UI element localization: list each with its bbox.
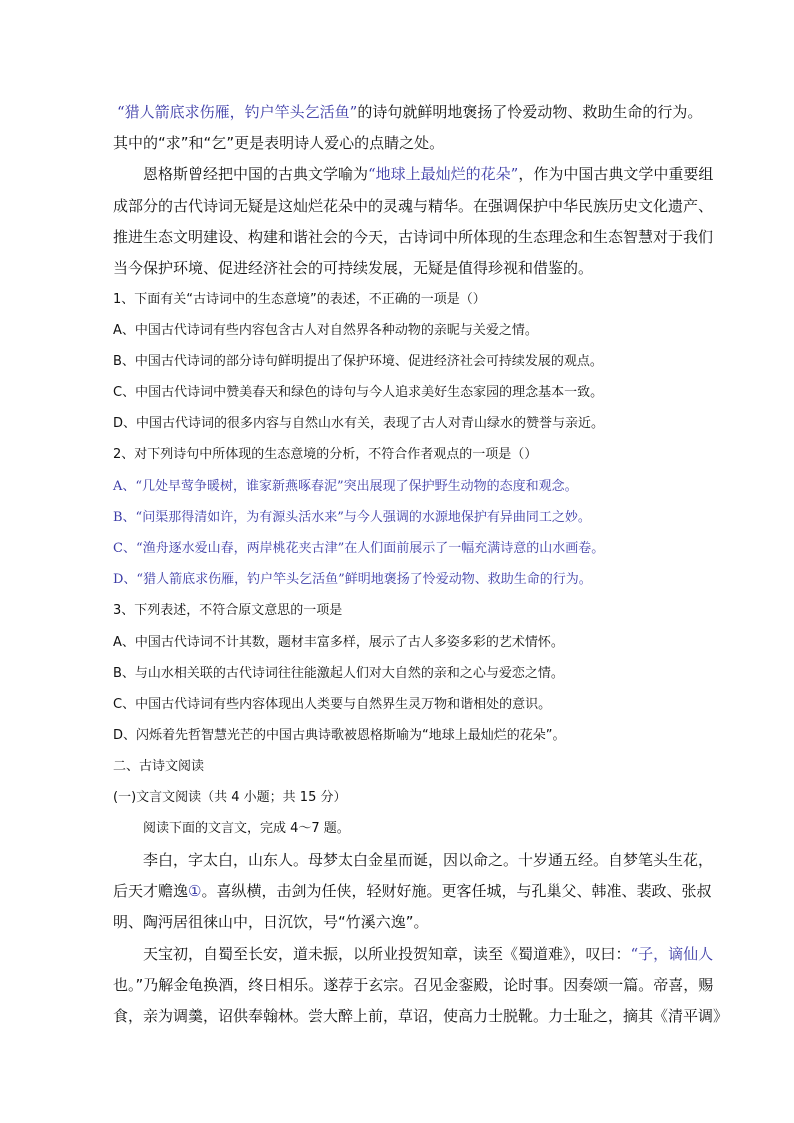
para2-line-4: 当今保护环境、促进经济社会的可持续发展，无疑是值得珍视和借鉴的。 bbox=[113, 259, 594, 277]
para2-line-1 bbox=[143, 167, 713, 182]
passage-line-4 bbox=[143, 947, 713, 962]
q3-option-c: C、中国古代诗词有些内容体现出人类要与自然界生灵万物和谐相处的意识。 bbox=[113, 697, 552, 712]
q2-option-c: C、“渔舟逐水爱山春，两岸桃花夹古津”在人们面前展示了一幅充满诗意的山水画卷。 bbox=[113, 541, 605, 556]
subsection-heading: (一)文言文阅读（共 4 小题；共 15 分） bbox=[113, 790, 347, 805]
q3-stem: 3、下列表述，不符合原文意思的一项是 bbox=[113, 603, 343, 618]
q3-option-b: B、与山水相关联的古代诗词往往能激起人们对大自然的亲和之心与爱恋之情。 bbox=[113, 666, 564, 681]
q3-option-a: A、中国古代诗词不计其数，题材丰富多样，展示了古人多姿多彩的艺术情怀。 bbox=[113, 635, 564, 650]
reading-instruction: 阅读下面的文言文，完成 4～7 题。 bbox=[143, 821, 350, 836]
para2-line-2: 成部分的古代诗词无疑是这灿烂花朵中的灵魂与精华。在强调保护中华民族历史文化遗产、 bbox=[113, 197, 714, 215]
text: 天宝初，自蜀至长安，道未振，以所业投贺知章，读至《蜀道难》，叹曰： bbox=[143, 945, 631, 963]
text: 的诗句就鲜明地褒扬了怜爱动物、救助生命的行为。 bbox=[357, 103, 703, 121]
passage-line-1: 李白，字太白，山东人。母梦太白金星而诞，因以命之。十岁通五经。自梦笔头生花， bbox=[143, 851, 714, 869]
q1-stem: 1、下面有关“古诗词中的生态意境”的表述，不正确的一项是（） bbox=[113, 292, 486, 307]
passage-line-5 bbox=[113, 978, 713, 993]
passage-line-3: 明、陶沔居徂徕山中，日沉饮，号“竹溪六逸”。 bbox=[113, 913, 429, 931]
text: 恩格斯曾经把中国的古典文学喻为 bbox=[143, 165, 369, 183]
section-heading: 二、古诗文阅读 bbox=[113, 759, 205, 774]
text: 乃解金龟换酒，终日相乐。遂荐于玄宗。召见金銮殿，论时事。因奏颂一篇。帝喜，赐 bbox=[143, 976, 714, 994]
q2-stem: 2、对下列诗句中所体现的生态意境的分析，不符合作者观点的一项是（） bbox=[113, 447, 538, 462]
text: 。喜纵横，击剑为任侠，轻财好施。更客任城，与孔巢父、韩准、裴政、张叔 bbox=[201, 882, 712, 900]
footnote-marker: ① bbox=[188, 882, 202, 900]
q1-option-b: B、中国古代诗词的部分诗句鲜明提出了保护环境、促进经济社会可持续发展的观点。 bbox=[113, 354, 603, 369]
intro-line-2: 其中的“求”和“乞”更是表明诗人爱心的点睛之处。 bbox=[113, 134, 445, 152]
text: ，作为中国古典文学中重要组 bbox=[518, 165, 714, 183]
q2-option-a: A、“几处早莺争暖树，谁家新燕啄春泥”突出展现了保护野生动物的态度和观念。 bbox=[113, 479, 578, 494]
quoted-phrase: “地球上最灿烂的花朵” bbox=[368, 165, 519, 183]
q1-option-a: A、中国古代诗词有些内容包含古人对自然界各种动物的亲昵与关爱之情。 bbox=[113, 323, 538, 338]
text: 后天才赡逸 bbox=[113, 882, 189, 900]
passage-line-6: 食，亲为调羹，诏供奉翰林。尝大醉上前，草诏，使高力士脱靴。力士耻之，摘其《清平调》 bbox=[113, 1007, 729, 1025]
quoted-speech-end: 也。” bbox=[113, 976, 144, 994]
quoted-poem: “猎人箭底求伤雁，钓户竿头乞活鱼” bbox=[117, 103, 358, 121]
q1-option-c: C、中国古代诗词中赞美春天和绿色的诗句与今人追求美好生态家园的理念基本一致。 bbox=[113, 385, 604, 400]
q1-option-d: D、中国古代诗词的很多内容与自然山水有关，表现了古人对青山绿水的赞誉与亲近。 bbox=[113, 416, 605, 431]
q3-option-d: D、闪烁着先哲智慧光芒的中国古典诗歌被恩格斯喻为“地球上最灿烂的花朵”。 bbox=[113, 728, 566, 743]
intro-line-1 bbox=[117, 105, 702, 120]
q2-option-d: D、“猎人箭底求伤雁，钓户竿头乞活鱼”鲜明地褒扬了怜爱动物、救助生命的行为。 bbox=[113, 572, 592, 587]
quoted-speech: “子，谪仙人 bbox=[630, 945, 714, 963]
passage-line-2 bbox=[113, 884, 711, 899]
q2-option-b: B、“问渠那得清如许，为有源头活水来”与今人强调的水源地保护有异曲同工之妙。 bbox=[113, 510, 591, 525]
para2-line-3: 推进生态文明建设、构建和谐社会的今天，古诗词中所体现的生态理念和生态智慧对于我们 bbox=[113, 228, 714, 246]
